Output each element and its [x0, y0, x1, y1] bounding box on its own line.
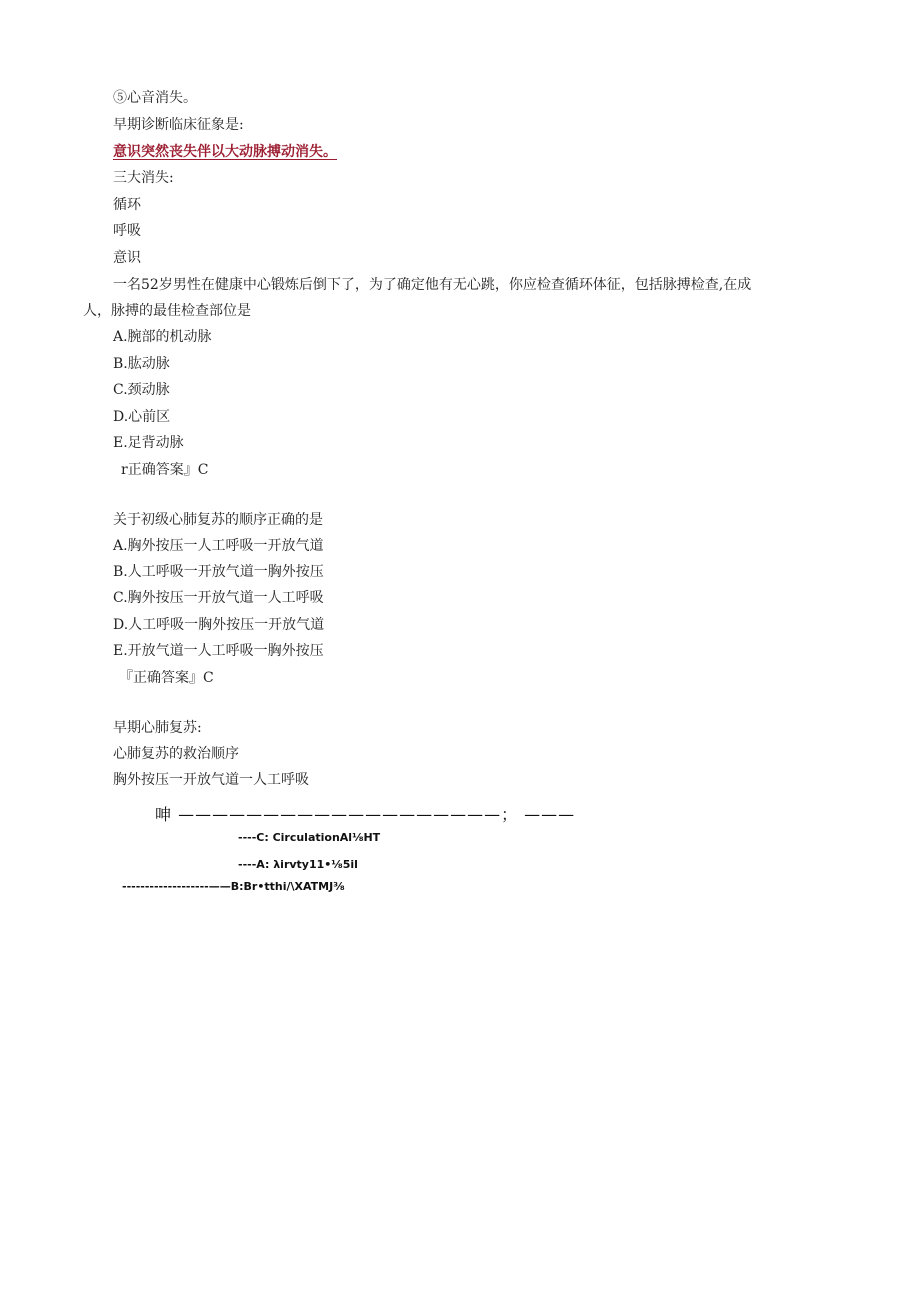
question-2-option: B.人工呼吸一开放气道一胸外按压: [113, 564, 324, 580]
question-1-stem-continued: 人，脉搏的最佳检查部位是: [83, 303, 251, 319]
early-diagnosis-highlight: 意识突然丧失伴以大动脉搏动消失。: [113, 144, 337, 160]
three-losses-label: 三大消失:: [113, 170, 174, 186]
diagram-line-1: 呻 ———————————————————； ———: [155, 805, 576, 824]
section-2-title: 早期心肺复苏:: [113, 720, 202, 736]
question-1-answer: r正确答案』C: [121, 462, 209, 478]
question-1-option: C.颈动脉: [113, 382, 170, 398]
question-2-option: A.胸外按压一人工呼吸一开放气道: [113, 538, 324, 554]
early-diagnosis-label: 早期诊断临床征象是:: [113, 117, 244, 133]
question-1-option: E.足背动脉: [113, 435, 184, 451]
diagram-line-c: ----C: CirculationAl⅛HT: [238, 831, 381, 844]
question-1-option: A.腕部的机动脉: [113, 329, 212, 345]
question-2-stem: 关于初级心肺复苏的顺序正确的是: [113, 512, 323, 528]
cpr-order-text: 胸外按压一开放气道一人工呼吸: [113, 772, 309, 788]
question-2-option: E.开放气道一人工呼吸一胸外按压: [113, 643, 324, 659]
question-2-answer: 『正确答案』C: [119, 670, 214, 686]
question-1-stem: 一名52岁男性在健康中心锻炼后倒下了，为了确定他有无心跳，你应检查循环体征，包括脉搏检查,在成: [113, 277, 752, 293]
three-losses-item: 循环: [113, 197, 141, 213]
item-5-text: ⑤心音消失。: [113, 90, 197, 106]
question-2-option: D.人工呼吸一胸外按压一开放气道: [113, 617, 325, 633]
question-1-option: D.心前区: [113, 409, 171, 425]
cpr-order-label: 心肺复苏的救治顺序: [113, 746, 239, 762]
diagram-line-a: ----A: λirvty11•⅛5il: [238, 858, 358, 871]
diagram-line-b: -------------------——B:Br•tthi/\XATMJ⅜: [122, 880, 345, 893]
three-losses-item: 意识: [113, 250, 141, 266]
question-2-option: C.胸外按压一开放气道一人工呼吸: [113, 590, 324, 606]
three-losses-item: 呼吸: [113, 223, 141, 239]
question-1-option: B.肱动脉: [113, 356, 170, 372]
